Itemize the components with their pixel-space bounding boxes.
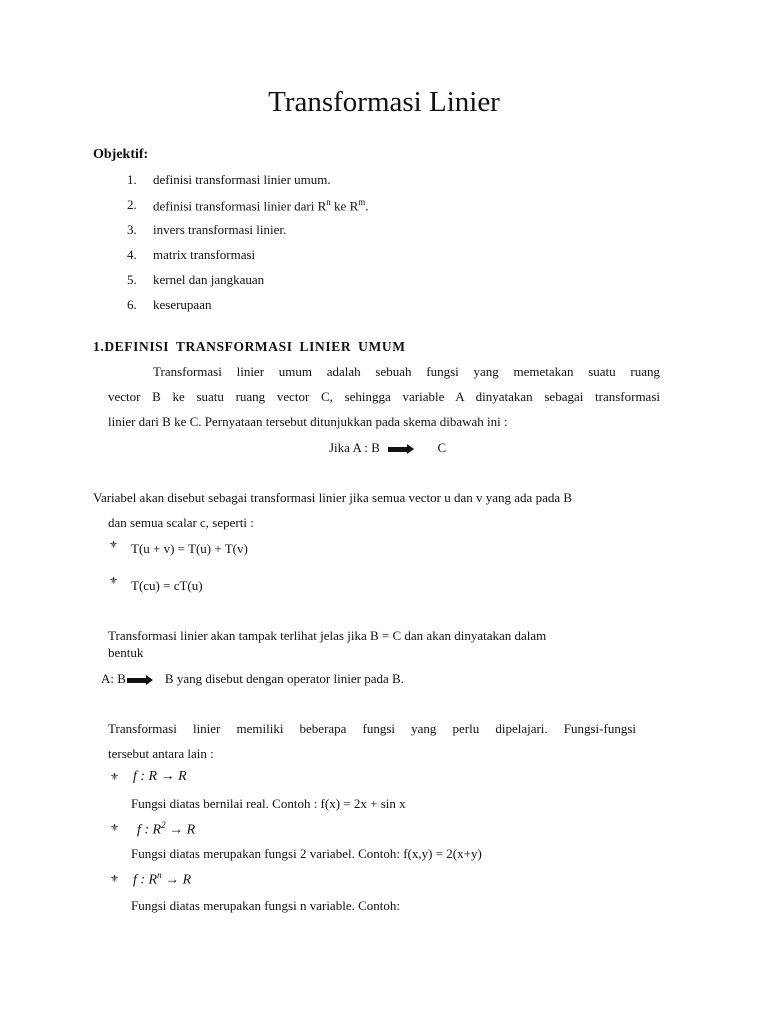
function-description: Fungsi diatas merupakan fungsi n variable. Contoh: (131, 898, 400, 913)
function-formula: f : R → R (133, 769, 187, 784)
page-title: Transformasi Linier (268, 86, 500, 118)
bullet-icon: ⚜ (110, 874, 119, 885)
function-formula (133, 870, 191, 889)
list-text: invers transformasi linier. (153, 222, 287, 237)
list-number: 5. (127, 272, 137, 287)
paragraph-line: bentuk (108, 645, 144, 660)
paragraph-line: Transformasi linier umum adalah sebuah fungsi yang memetakan suatu ruang (153, 364, 660, 379)
condition-text: T(u + v) = T(u) + T(v) (131, 541, 248, 556)
bullet-icon: ⚜ (110, 823, 119, 834)
formula-part: f : R (137, 822, 162, 838)
formula-part: → R (165, 822, 196, 838)
bullet-icon: ⚜ (109, 576, 118, 587)
section-heading: 1.DEFINISI TRANSFORMASI LINIER UMUM (93, 339, 406, 354)
function-description: Fungsi diatas merupakan fungsi 2 variabel. Contoh: f(x,y) = 2(x+y) (131, 846, 482, 861)
superscript: m (358, 197, 366, 207)
superscript: n (326, 197, 331, 207)
formula-part: → R (161, 872, 192, 888)
function-formula (137, 820, 195, 839)
list-number: 2. (127, 197, 137, 212)
scheme-line (329, 440, 446, 456)
arrow-icon (388, 447, 408, 452)
list-text-part: ke R (330, 198, 359, 214)
list-number: 1. (127, 172, 137, 187)
paragraph-line: Transformasi linier akan tampak terlihat jelas jika B = C dan akan dinyatakan dalam (108, 628, 547, 643)
list-text: definisi transformasi linier umum. (153, 172, 331, 187)
list-number: 6. (127, 297, 137, 312)
superscript: 2 (161, 820, 166, 830)
list-number: 3. (127, 222, 137, 237)
list-text (153, 197, 369, 214)
paragraph-line: vector B ke suatu ruang vector C, sehingga variable A dinyatakan sebagai transformasi (108, 389, 660, 404)
formula-part: f : R (133, 872, 158, 888)
list-text-part: . (365, 198, 369, 214)
bullet-icon: ⚜ (109, 540, 118, 551)
list-text-part: definisi transformasi linier dari R (153, 198, 327, 214)
condition-text: T(cu) = cT(u) (131, 578, 203, 593)
operator-line (101, 671, 404, 687)
superscript: n (157, 870, 162, 880)
paragraph-line: dan semua scalar c, seperti : (108, 515, 254, 530)
arrow-icon (127, 678, 147, 683)
list-text: kernel dan jangkauan (153, 272, 265, 287)
list-number: 4. (127, 247, 137, 262)
function-description: Fungsi diatas bernilai real. Contoh : f(x) = 2x + sin x (131, 796, 406, 811)
paragraph-line: Transformasi linier memiliki beberapa fungsi yang perlu dipelajari. Fungsi-fungsi (108, 721, 636, 736)
paragraph-line: tersebut antara lain : (108, 746, 214, 761)
operator-right: B yang disebut dengan operator linier pada B. (164, 671, 404, 686)
list-text: keserupaan (153, 297, 212, 312)
scheme-right: C (437, 440, 447, 455)
paragraph-line: Variabel akan disebut sebagai transformasi linier jika semua vector u dan v yang ada pada B (93, 490, 573, 505)
scheme-left: Jika A : B (329, 440, 380, 455)
list-text: matrix transformasi (153, 247, 256, 262)
bullet-icon: ⚜ (110, 772, 119, 783)
objectives-heading: Objektif: (93, 147, 149, 162)
operator-left: A: B (101, 671, 126, 686)
paragraph-line: linier dari B ke C. Pernyataan tersebut ditunjukkan pada skema dibawah ini : (108, 414, 508, 429)
